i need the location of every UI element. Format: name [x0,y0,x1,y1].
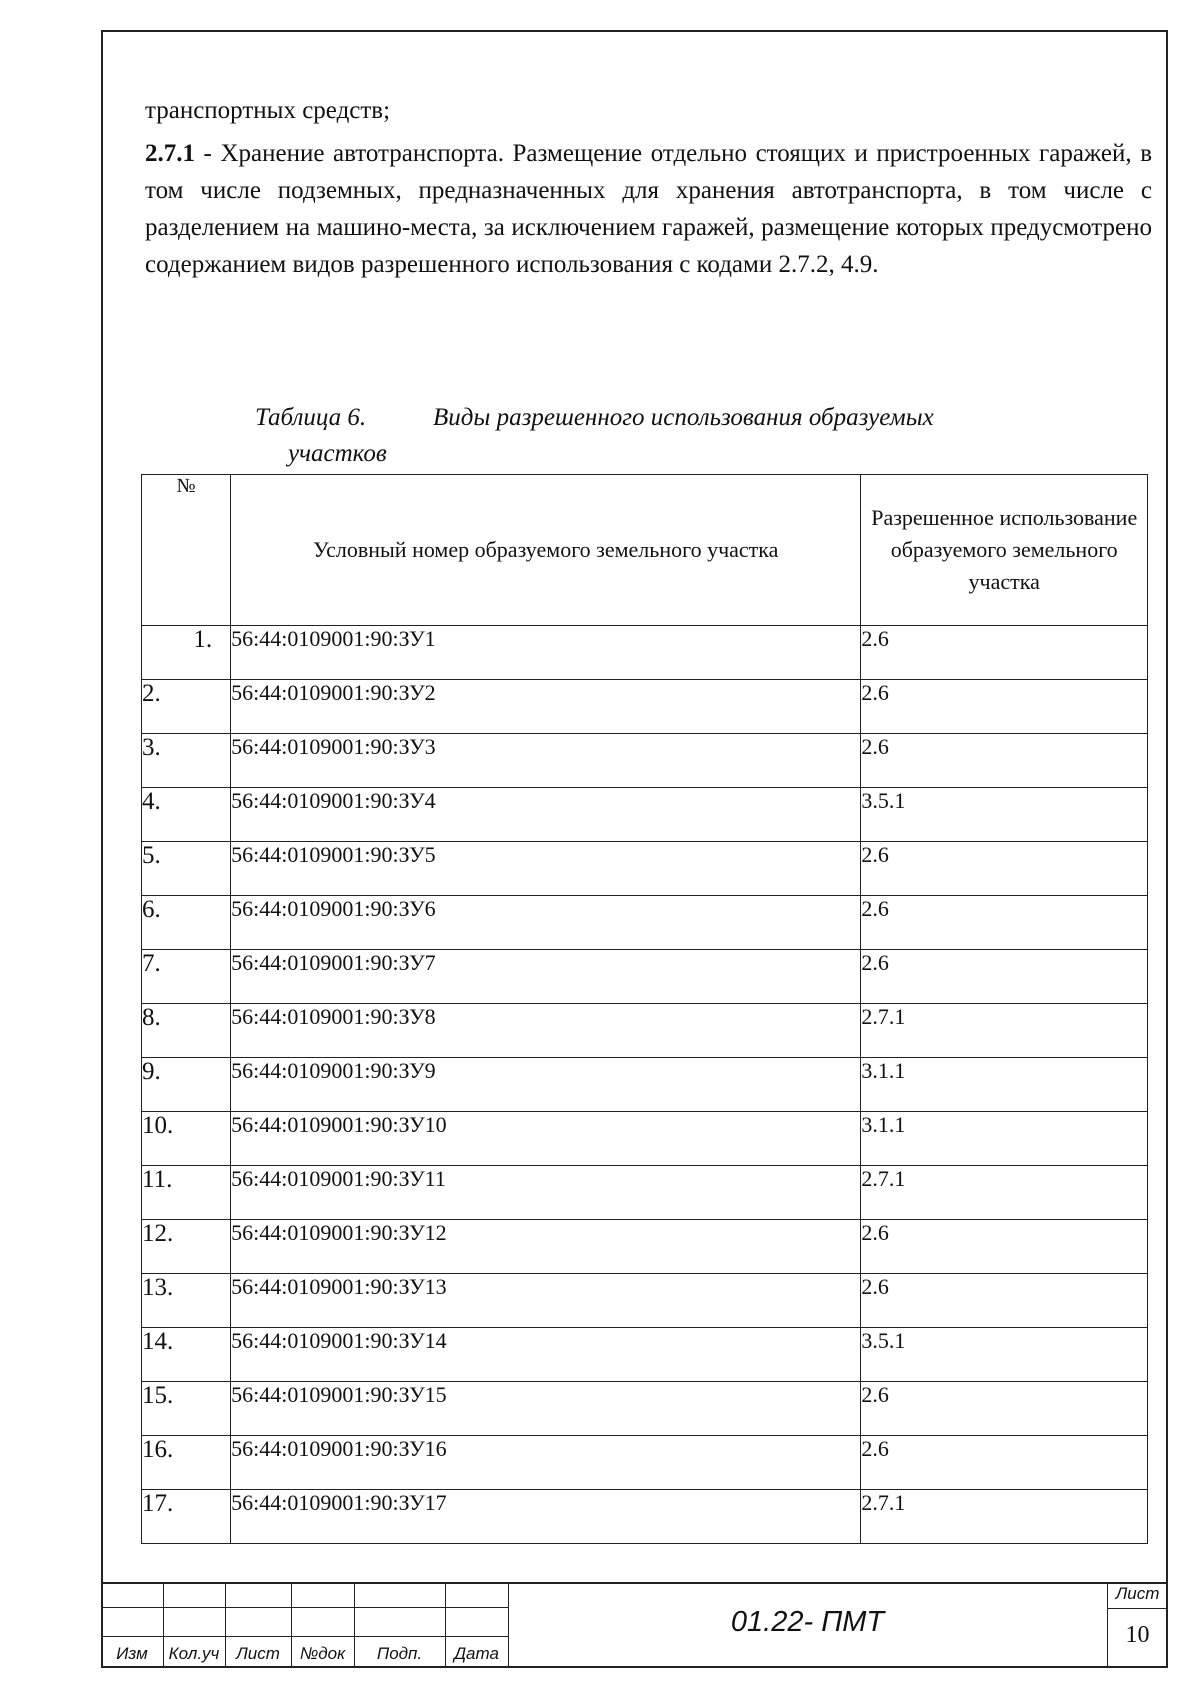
stamp-label-ndok: №док [299,1644,346,1663]
paragraph-2-7-1 [145,135,1152,283]
land-plots-table [141,474,1148,1544]
table-row [142,1382,1148,1436]
row-permitted-use: 2.6 [861,1436,1148,1490]
row-num: 6. [142,896,231,950]
table-row [142,1220,1148,1274]
header-permitted-use: Разрешенное использование образуемого земельного участка [861,475,1148,626]
row-plot-id: 56:44:0109001:90:ЗУ3 [231,734,861,788]
header-plot-id: Условный номер образуемого земельного участка [231,475,861,626]
row-permitted-use: 3.5.1 [861,788,1148,842]
row-num: 2. [142,680,231,734]
stamp-label-data: Дата [454,1644,499,1663]
row-plot-id: 56:44:0109001:90:ЗУ8 [231,1004,861,1058]
row-num: 7. [142,950,231,1004]
row-plot-id: 56:44:0109001:90:ЗУ7 [231,950,861,1004]
row-permitted-use: 3.1.1 [861,1112,1148,1166]
table-row [142,734,1148,788]
row-permitted-use: 2.6 [861,680,1148,734]
sheet-number: 10 [1125,1622,1150,1648]
row-permitted-use: 2.6 [861,1220,1148,1274]
row-num: 17. [142,1490,231,1544]
row-permitted-use: 3.1.1 [861,1058,1148,1112]
row-plot-id: 56:44:0109001:90:ЗУ17 [231,1490,861,1544]
row-num: 4. [142,788,231,842]
caption-title-line2: участков [288,440,387,467]
row-num: 13. [142,1274,231,1328]
table-row [142,680,1148,734]
table-row [142,1004,1148,1058]
row-plot-id: 56:44:0109001:90:ЗУ6 [231,896,861,950]
table-row [142,842,1148,896]
stamp-label-izm: Изм [116,1644,148,1663]
sheet-label: Лист [1115,1584,1160,1603]
stamp-label-kol-uch: Кол.уч [168,1644,220,1663]
body-text [145,92,1152,283]
stamp-label-podp: Подп. [376,1644,423,1663]
row-permitted-use: 3.5.1 [861,1328,1148,1382]
row-permitted-use: 2.7.1 [861,1490,1148,1544]
table-header-row [142,475,1148,626]
caption-title-line1: Виды разрешенного использования образуемых [433,404,934,431]
paragraph-text: - Хранение автотранспорта. Размещение отдельно стоящих и пристроенных гаражей, в том числе подземных, предназначенных для хранения автотранспорта, в том числе с разделением на машино-места, за исключением гаражей, размещение которых предусмотрено содержанием видов разрешенного использования с кодами 2.7.2, 4.9. [145,140,1152,278]
stamp-top-border [101,1582,1168,1584]
stamp-sheet-line [1107,1608,1168,1609]
table-row [142,1112,1148,1166]
row-permitted-use: 2.7.1 [861,1166,1148,1220]
row-num: 1. [142,626,231,680]
row-permitted-use: 2.7.1 [861,1004,1148,1058]
row-num: 3. [142,734,231,788]
title-block-stamp [101,1582,1168,1668]
row-num: 12. [142,1220,231,1274]
table-row [142,1436,1148,1490]
row-permitted-use: 2.6 [861,1274,1148,1328]
row-permitted-use: 2.6 [861,950,1148,1004]
caption-label: Таблица 6. [255,404,367,431]
row-plot-id: 56:44:0109001:90:ЗУ1 [231,626,861,680]
row-plot-id: 56:44:0109001:90:ЗУ5 [231,842,861,896]
table-row [142,896,1148,950]
row-plot-id: 56:44:0109001:90:ЗУ10 [231,1112,861,1166]
row-num: 16. [142,1436,231,1490]
stamp-label-list: Лист [236,1644,280,1663]
text-line-1: транспортных средств; [145,97,391,124]
row-num: 5. [142,842,231,896]
table-caption [255,400,1135,472]
row-num: 8. [142,1004,231,1058]
table-row [142,1058,1148,1112]
row-permitted-use: 2.6 [861,734,1148,788]
row-plot-id: 56:44:0109001:90:ЗУ9 [231,1058,861,1112]
row-plot-id: 56:44:0109001:90:ЗУ15 [231,1382,861,1436]
row-plot-id: 56:44:0109001:90:ЗУ4 [231,788,861,842]
row-plot-id: 56:44:0109001:90:ЗУ13 [231,1274,861,1328]
row-num: 10. [142,1112,231,1166]
header-num: № [142,475,231,626]
paragraph-code: 2.7.1 [145,140,195,167]
row-permitted-use: 2.6 [861,842,1148,896]
row-num: 15. [142,1382,231,1436]
row-num: 11. [142,1166,231,1220]
table-row [142,626,1148,680]
row-num: 14. [142,1328,231,1382]
table-row [142,788,1148,842]
row-permitted-use: 2.6 [861,896,1148,950]
row-plot-id: 56:44:0109001:90:ЗУ12 [231,1220,861,1274]
row-plot-id: 56:44:0109001:90:ЗУ14 [231,1328,861,1382]
table-row [142,1274,1148,1328]
table-row [142,1166,1148,1220]
table-row [142,1490,1148,1544]
row-permitted-use: 2.6 [861,626,1148,680]
row-plot-id: 56:44:0109001:90:ЗУ2 [231,680,861,734]
row-permitted-use: 2.6 [861,1382,1148,1436]
table-row [142,950,1148,1004]
row-plot-id: 56:44:0109001:90:ЗУ11 [231,1166,861,1220]
table-row [142,1328,1148,1382]
document-code: 01.22- ПМТ [730,1606,885,1638]
row-plot-id: 56:44:0109001:90:ЗУ16 [231,1436,861,1490]
row-num: 9. [142,1058,231,1112]
